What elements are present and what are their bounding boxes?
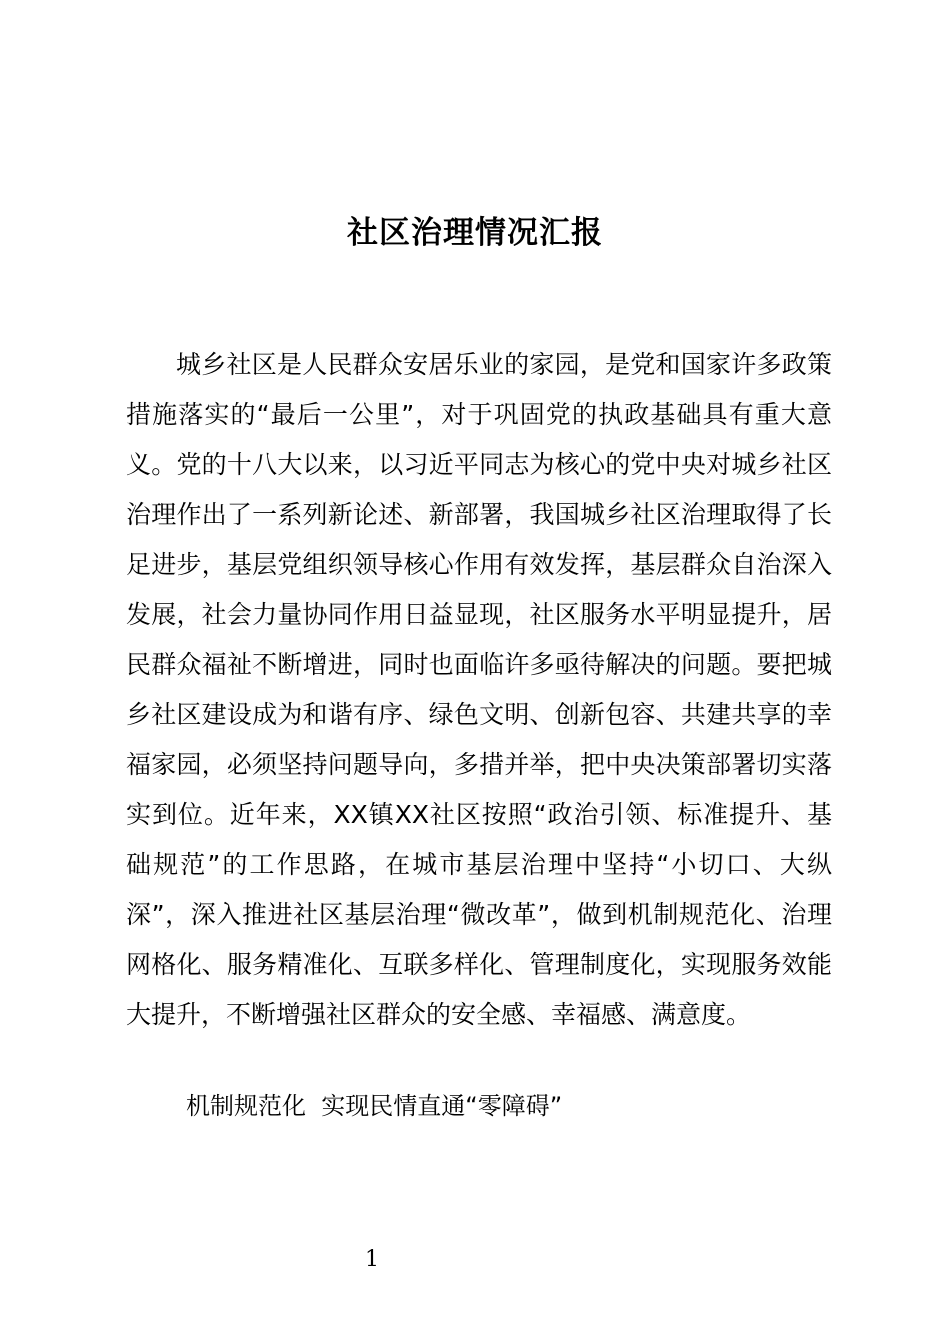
page-number: 1 xyxy=(365,1247,379,1272)
document-title: 社区治理情况汇报 xyxy=(347,215,603,251)
body-paragraph: 城乡社区是人民群众安居乐业的家园，是党和国家许多政策措施落实的“最后一公里”，对于巩固党的执政基础具有重大意义。党的十八大以来，以习近平同志为核心的党中央对城乡社区治理作出了一系列新论述、新部署，我国城乡社区治理取得了长足进步，基层党组织领导核心作用有效发挥，基层群众自治深入发展，社会力量协同作用日益显现，社区服务水平明显提升，居民群众福祉不断增进，同时也面临许多亟待解决的问题。要把城乡社区建设成为和谐有序、绿色文明、创新包容、共建共享的幸福家园，必须坚持问题导向，多措并举，把中央决策部署切实落实到位。近年来，XX镇XX社区按照“政治引领、标准提升、基础规范”的工作思路，在城市基层治理中坚持“小切口、大纵深”，深入推进社区基层治理“微改革”，做到机制规范化、治理网格化、服务精准化、互联多样化、管理制度化，实现服务效能大提升，不断增强社区群众的安全感、幸福感、满意度。 xyxy=(126,350,832,1029)
section-subheading: 机制规范化 实现民情直通“零障碍” xyxy=(186,1092,563,1120)
